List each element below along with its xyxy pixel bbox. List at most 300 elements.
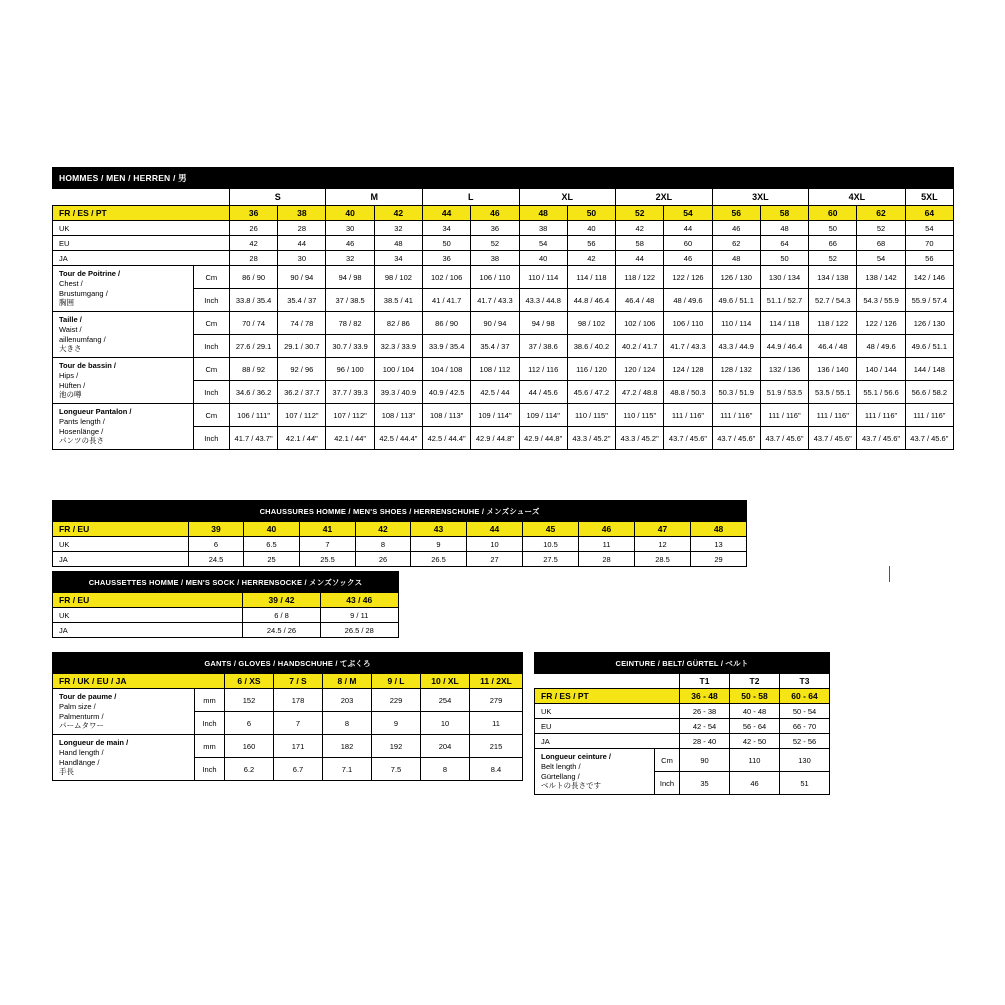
cell: 13 <box>691 537 747 552</box>
label-de: Hosenlänge / <box>59 426 104 436</box>
cell: 44 <box>664 221 712 236</box>
cell: 86 / 90 <box>423 312 471 335</box>
row-label: FR / UK / EU / JA <box>53 674 225 689</box>
cell: 126 / 130 <box>905 312 953 335</box>
measurement-row-pants-cm <box>53 404 954 427</box>
spacer-cell <box>53 189 194 206</box>
unit-cm: Cm <box>655 749 680 772</box>
cell: 8 <box>323 712 372 735</box>
label-fr: Tour de bassin / <box>59 361 116 371</box>
cell: 54 <box>905 221 953 236</box>
row-label: FR / ES / PT <box>53 206 230 221</box>
cell: 50 - 58 <box>730 689 780 704</box>
label-en: Pants length / <box>59 416 105 426</box>
cell: 42.5 / 44.4" <box>374 427 422 450</box>
cell: 46 <box>471 206 519 221</box>
cell: 51 <box>780 772 830 795</box>
cell: 86 / 90 <box>229 266 277 289</box>
cell: 26 <box>229 221 277 236</box>
socks-header-band: CHAUSSETTES HOMME / MEN'S SOCK / HERRENSOCKE / メンズソックス <box>53 572 399 593</box>
label-de: aillenumfang / <box>59 334 106 344</box>
cell: 96 / 100 <box>326 358 374 381</box>
cell: 254 <box>421 689 470 712</box>
cell: 128 / 132 <box>712 358 760 381</box>
cell: 112 / 116 <box>519 358 567 381</box>
cell: 30.7 / 33.9 <box>326 335 374 358</box>
cell: 106 / 110 <box>471 266 519 289</box>
unit-mm: mm <box>195 689 225 712</box>
mens-socks-table <box>52 571 399 638</box>
cell: 33.9 / 35.4 <box>423 335 471 358</box>
measurement-row-chest-cm <box>53 266 954 289</box>
cell: 52.7 / 54.3 <box>809 289 857 312</box>
cell: 62 <box>857 206 905 221</box>
cell: 28 <box>229 251 277 266</box>
row-label: FR / EU <box>53 593 243 608</box>
measurement-row-belt-cm <box>535 749 830 772</box>
cell: 44 <box>278 236 326 251</box>
spacer-cell <box>655 674 680 689</box>
cell: 6.5 <box>244 537 300 552</box>
cell: 35.4 / 37 <box>278 289 326 312</box>
cell: 130 <box>780 749 830 772</box>
unit-inch: Inch <box>195 758 225 781</box>
label-fr: Tour de paume / <box>59 692 117 701</box>
cell: 43.7 / 45.6" <box>857 427 905 450</box>
cell: 42 - 50 <box>730 734 780 749</box>
cell: 52 <box>616 206 664 221</box>
cell: 70 <box>905 236 953 251</box>
cell: 108 / 113" <box>423 404 471 427</box>
mens-shoes-table <box>52 500 747 567</box>
cell: 49.6 / 51.1 <box>712 289 760 312</box>
cell: 43.3 / 44.8 <box>519 289 567 312</box>
cell: 118 / 122 <box>809 312 857 335</box>
cell: 50 - 54 <box>780 704 830 719</box>
label-fr: Longueur ceinture / <box>541 752 612 761</box>
measurement-label-chest <box>53 266 194 312</box>
cell: 144 / 148 <box>905 358 953 381</box>
size-group-s: S <box>229 189 326 206</box>
cell: 36 - 48 <box>680 689 730 704</box>
unit-inch: Inch <box>193 289 229 312</box>
cell: 90 <box>680 749 730 772</box>
size-group-3xl: 3XL <box>712 189 809 206</box>
table-row-socks-fr-eu <box>53 593 399 608</box>
cell: 28 <box>278 221 326 236</box>
cell: 47 <box>635 522 691 537</box>
cell: 94 / 98 <box>326 266 374 289</box>
cell: 38 <box>471 251 519 266</box>
cell: 108 / 113" <box>374 404 422 427</box>
cell: 27 <box>467 552 523 567</box>
cell: 54 <box>857 251 905 266</box>
cell: 60 - 64 <box>780 689 830 704</box>
cell: 6.2 <box>225 758 274 781</box>
cell: 68 <box>857 236 905 251</box>
cell: 36 <box>471 221 519 236</box>
cell: 70 / 74 <box>229 312 277 335</box>
cell: 52 <box>857 221 905 236</box>
table-row-shoes-ja <box>53 552 747 567</box>
cell: 229 <box>372 689 421 712</box>
cell: 29.1 / 30.7 <box>278 335 326 358</box>
cell: 42.5 / 44 <box>471 381 519 404</box>
cell: 37 / 38.6 <box>519 335 567 358</box>
cell: 8.4 <box>470 758 523 781</box>
size-group-4xl: 4XL <box>809 189 906 206</box>
size-group-l: L <box>423 189 520 206</box>
cell: 192 <box>372 735 421 758</box>
cell: 102 / 106 <box>423 266 471 289</box>
cell: 114 / 118 <box>567 266 615 289</box>
cell: 118 / 122 <box>616 266 664 289</box>
cell: 38 <box>278 206 326 221</box>
cell: 64 <box>760 236 808 251</box>
row-label: JA <box>53 623 243 638</box>
cell: 78 / 82 <box>326 312 374 335</box>
cell: 30 <box>278 251 326 266</box>
cell: 120 / 124 <box>616 358 664 381</box>
cell: 8 / M <box>323 674 372 689</box>
cell: 38.6 / 40.2 <box>567 335 615 358</box>
label-fr: Longueur Pantalon / <box>59 407 132 417</box>
cell: 39 / 42 <box>243 593 320 608</box>
cell: 25 <box>244 552 300 567</box>
belt-tier-t2: T2 <box>730 674 780 689</box>
cell: 28.5 <box>635 552 691 567</box>
cell: 98 / 102 <box>374 266 422 289</box>
cell: 182 <box>323 735 372 758</box>
cell: 90 / 94 <box>278 266 326 289</box>
cell: 55.9 / 57.4 <box>905 289 953 312</box>
measurement-label-hand-length <box>53 735 195 781</box>
cell: 9 <box>411 537 467 552</box>
cell: 100 / 104 <box>374 358 422 381</box>
row-label: FR / ES / PT <box>535 689 680 704</box>
cell: 124 / 128 <box>664 358 712 381</box>
unit-inch: Inch <box>195 712 225 735</box>
cell: 43.7 / 45.6" <box>905 427 953 450</box>
cell: 50 <box>760 251 808 266</box>
cell: 160 <box>225 735 274 758</box>
row-label: EU <box>535 719 680 734</box>
cell: 11 / 2XL <box>470 674 523 689</box>
label-en: Belt length / <box>541 761 581 771</box>
cell: 30 <box>326 221 374 236</box>
cell: 53.5 / 55.1 <box>809 381 857 404</box>
cell: 42.9 / 44.8" <box>519 427 567 450</box>
unit-cm: Cm <box>193 404 229 427</box>
cell: 126 / 130 <box>712 266 760 289</box>
cell: 10.5 <box>523 537 579 552</box>
spacer-cell <box>535 674 655 689</box>
spacer-cell <box>193 189 229 206</box>
unit-cm: Cm <box>193 266 229 289</box>
cell: 44 <box>616 251 664 266</box>
measurement-row-hand-mm <box>53 735 523 758</box>
cell: 43.7 / 45.6" <box>712 427 760 450</box>
cell: 38.5 / 41 <box>374 289 422 312</box>
cell: 82 / 86 <box>374 312 422 335</box>
cell: 52 - 56 <box>780 734 830 749</box>
cell: 35 <box>680 772 730 795</box>
table-row-uk <box>53 221 954 236</box>
row-label: UK <box>535 704 680 719</box>
cell: 10 <box>421 712 470 735</box>
cell: 48 / 49.6 <box>664 289 712 312</box>
table-row-fr-es-pt <box>53 206 954 221</box>
cell: 130 / 134 <box>760 266 808 289</box>
cell: 42 <box>229 236 277 251</box>
cell: 42.9 / 44.8" <box>471 427 519 450</box>
unit-mm: mm <box>195 735 225 758</box>
cell: 6 / 8 <box>243 608 320 623</box>
label-de: Handlänge / <box>59 757 100 767</box>
cell: 6 <box>225 712 274 735</box>
cell: 6.7 <box>274 758 323 781</box>
cell: 110 / 114 <box>519 266 567 289</box>
cell: 11 <box>470 712 523 735</box>
cell: 43.7 / 45.6" <box>809 427 857 450</box>
cell: 42 <box>356 522 411 537</box>
mens-size-group-row <box>53 189 954 206</box>
cell: 58 <box>760 206 808 221</box>
cell: 26.5 <box>411 552 467 567</box>
cell: 32 <box>374 221 422 236</box>
cell: 6 / XS <box>225 674 274 689</box>
cell: 110 / 114 <box>712 312 760 335</box>
cell: 56 - 64 <box>730 719 780 734</box>
cell: 106 / 110 <box>664 312 712 335</box>
row-label: JA <box>53 552 189 567</box>
table-row-ja <box>53 251 954 266</box>
cell: 43 / 46 <box>320 593 398 608</box>
measurement-label-pants-length <box>53 404 194 450</box>
cell: 26 - 38 <box>680 704 730 719</box>
cell: 45 <box>523 522 579 537</box>
cell: 116 / 120 <box>567 358 615 381</box>
gloves-table <box>52 652 523 781</box>
cell: 51.1 / 52.7 <box>760 289 808 312</box>
cell: 43.3 / 45.2" <box>567 427 615 450</box>
cell: 42.5 / 44.4" <box>423 427 471 450</box>
table-row-shoes-fr-eu <box>53 522 747 537</box>
cell: 215 <box>470 735 523 758</box>
cell: 109 / 114" <box>471 404 519 427</box>
cell: 46 <box>326 236 374 251</box>
cell: 138 / 142 <box>857 266 905 289</box>
cell: 36.2 / 37.7 <box>278 381 326 404</box>
cell: 110 / 115" <box>616 404 664 427</box>
cell: 54 <box>664 206 712 221</box>
table-row-shoes-uk <box>53 537 747 552</box>
cell: 122 / 126 <box>664 266 712 289</box>
cell: 54.3 / 55.9 <box>857 289 905 312</box>
size-group-2xl: 2XL <box>616 189 713 206</box>
size-group-m: M <box>326 189 423 206</box>
cell: 44.8 / 46.4 <box>567 289 615 312</box>
label-en: Hand length / <box>59 747 104 757</box>
cell: 7 <box>274 712 323 735</box>
table-row-belt-fr-es-pt <box>535 689 830 704</box>
cell: 32 <box>326 251 374 266</box>
cell: 26 <box>356 552 411 567</box>
shoes-header-band-row <box>53 501 747 522</box>
table-row-belt-uk <box>535 704 830 719</box>
cell: 55.1 / 56.6 <box>857 381 905 404</box>
cell: 25.5 <box>300 552 356 567</box>
cell: 32.3 / 33.9 <box>374 335 422 358</box>
table-row-socks-ja <box>53 623 399 638</box>
cell: 171 <box>274 735 323 758</box>
cell: 50 <box>423 236 471 251</box>
cell: 41.7 / 43.3 <box>664 335 712 358</box>
cell: 42.1 / 44" <box>278 427 326 450</box>
cell: 111 / 116" <box>809 404 857 427</box>
belt-tier-t3: T3 <box>780 674 830 689</box>
cell: 46.4 / 48 <box>616 289 664 312</box>
cell: 122 / 126 <box>857 312 905 335</box>
label-en: Palm size / <box>59 701 96 711</box>
cell: 28 - 40 <box>680 734 730 749</box>
cell: 44 <box>467 522 523 537</box>
cell: 7 / S <box>274 674 323 689</box>
cell: 56.6 / 58.2 <box>905 381 953 404</box>
measurement-label-waist <box>53 312 194 358</box>
label-ja: パームタワー <box>59 721 104 731</box>
row-label: UK <box>53 221 230 236</box>
cell: 134 / 138 <box>809 266 857 289</box>
cell: 52 <box>471 236 519 251</box>
label-ja: 胸囲 <box>59 298 74 308</box>
cell: 50 <box>567 206 615 221</box>
cell: 92 / 96 <box>278 358 326 381</box>
label-de: Hüften / <box>59 380 86 390</box>
cell: 39.3 / 40.9 <box>374 381 422 404</box>
measurement-label-hips <box>53 358 194 404</box>
cell: 64 <box>905 206 953 221</box>
label-en: Chest / <box>59 278 83 288</box>
cell: 37 / 38.5 <box>326 289 374 312</box>
cell: 45.6 / 47.2 <box>567 381 615 404</box>
cell: 132 / 136 <box>760 358 808 381</box>
cell: 140 / 144 <box>857 358 905 381</box>
cell: 43.7 / 45.6" <box>760 427 808 450</box>
cell: 90 / 94 <box>471 312 519 335</box>
cell: 42 - 54 <box>680 719 730 734</box>
cell: 48 <box>374 236 422 251</box>
cell: 51.9 / 53.5 <box>760 381 808 404</box>
measurement-row-hips-cm <box>53 358 954 381</box>
cell: 34.6 / 36.2 <box>229 381 277 404</box>
page-tick-mark <box>889 566 890 582</box>
unit-inch: Inch <box>193 335 229 358</box>
cell: 28 <box>579 552 635 567</box>
cell: 29 <box>691 552 747 567</box>
cell: 111 / 116" <box>857 404 905 427</box>
cell: 48 / 49.6 <box>857 335 905 358</box>
cell: 107 / 112" <box>278 404 326 427</box>
cell: 48 <box>691 522 747 537</box>
row-label: FR / EU <box>53 522 189 537</box>
cell: 43.7 / 45.6" <box>664 427 712 450</box>
cell: 46 <box>579 522 635 537</box>
cell: 7.1 <box>323 758 372 781</box>
label-en: Hips / <box>59 370 79 380</box>
table-row-eu <box>53 236 954 251</box>
belt-table <box>534 652 830 795</box>
cell: 38 <box>519 221 567 236</box>
cell: 50 <box>809 221 857 236</box>
cell: 8 <box>356 537 411 552</box>
cell: 106 / 111" <box>229 404 277 427</box>
cell: 46.4 / 48 <box>809 335 857 358</box>
cell: 41 / 41.7 <box>423 289 471 312</box>
cell: 27.5 <box>523 552 579 567</box>
label-de: Palmenturm / <box>59 711 104 721</box>
cell: 9 <box>372 712 421 735</box>
row-label: JA <box>53 251 230 266</box>
cell: 107 / 112" <box>326 404 374 427</box>
table-row-gloves-sizes <box>53 674 523 689</box>
cell: 66 <box>809 236 857 251</box>
cell: 98 / 102 <box>567 312 615 335</box>
belt-header-band: CEINTURE / BELT/ GÜRTEL / ベルト <box>535 653 830 674</box>
cell: 43.3 / 45.2" <box>616 427 664 450</box>
cell: 48 <box>519 206 567 221</box>
cell: 36 <box>229 206 277 221</box>
cell: 40 <box>519 251 567 266</box>
label-ja: ベルトの長さです <box>541 781 601 791</box>
cell: 102 / 106 <box>616 312 664 335</box>
cell: 44 / 45.6 <box>519 381 567 404</box>
cell: 42 <box>616 221 664 236</box>
cell: 60 <box>809 206 857 221</box>
cell: 178 <box>274 689 323 712</box>
unit-cm: Cm <box>193 358 229 381</box>
cell: 41.7 / 43.3 <box>471 289 519 312</box>
mens-header-band-row <box>53 168 954 189</box>
label-ja: 池の噂 <box>59 390 82 400</box>
cell: 104 / 108 <box>423 358 471 381</box>
cell: 114 / 118 <box>760 312 808 335</box>
measurement-label-palm-size <box>53 689 195 735</box>
belt-tier-t1: T1 <box>680 674 730 689</box>
cell: 40 - 48 <box>730 704 780 719</box>
socks-header-band-row <box>53 572 399 593</box>
cell: 34 <box>374 251 422 266</box>
cell: 110 <box>730 749 780 772</box>
cell: 42 <box>567 251 615 266</box>
cell: 46 <box>730 772 780 795</box>
cell: 40 <box>567 221 615 236</box>
cell: 108 / 112 <box>471 358 519 381</box>
unit-inch: Inch <box>655 772 680 795</box>
cell: 48 <box>712 251 760 266</box>
label-ja: パンツの長さ <box>59 436 104 446</box>
cell: 9 / 11 <box>320 608 398 623</box>
cell: 41.7 / 43.7" <box>229 427 277 450</box>
cell: 40.9 / 42.5 <box>423 381 471 404</box>
cell: 56 <box>905 251 953 266</box>
cell: 40 <box>326 206 374 221</box>
cell: 34 <box>423 221 471 236</box>
cell: 203 <box>323 689 372 712</box>
belt-tier-row <box>535 674 830 689</box>
label-fr: Longueur de main / <box>59 738 129 747</box>
unit-inch: Inch <box>193 381 229 404</box>
